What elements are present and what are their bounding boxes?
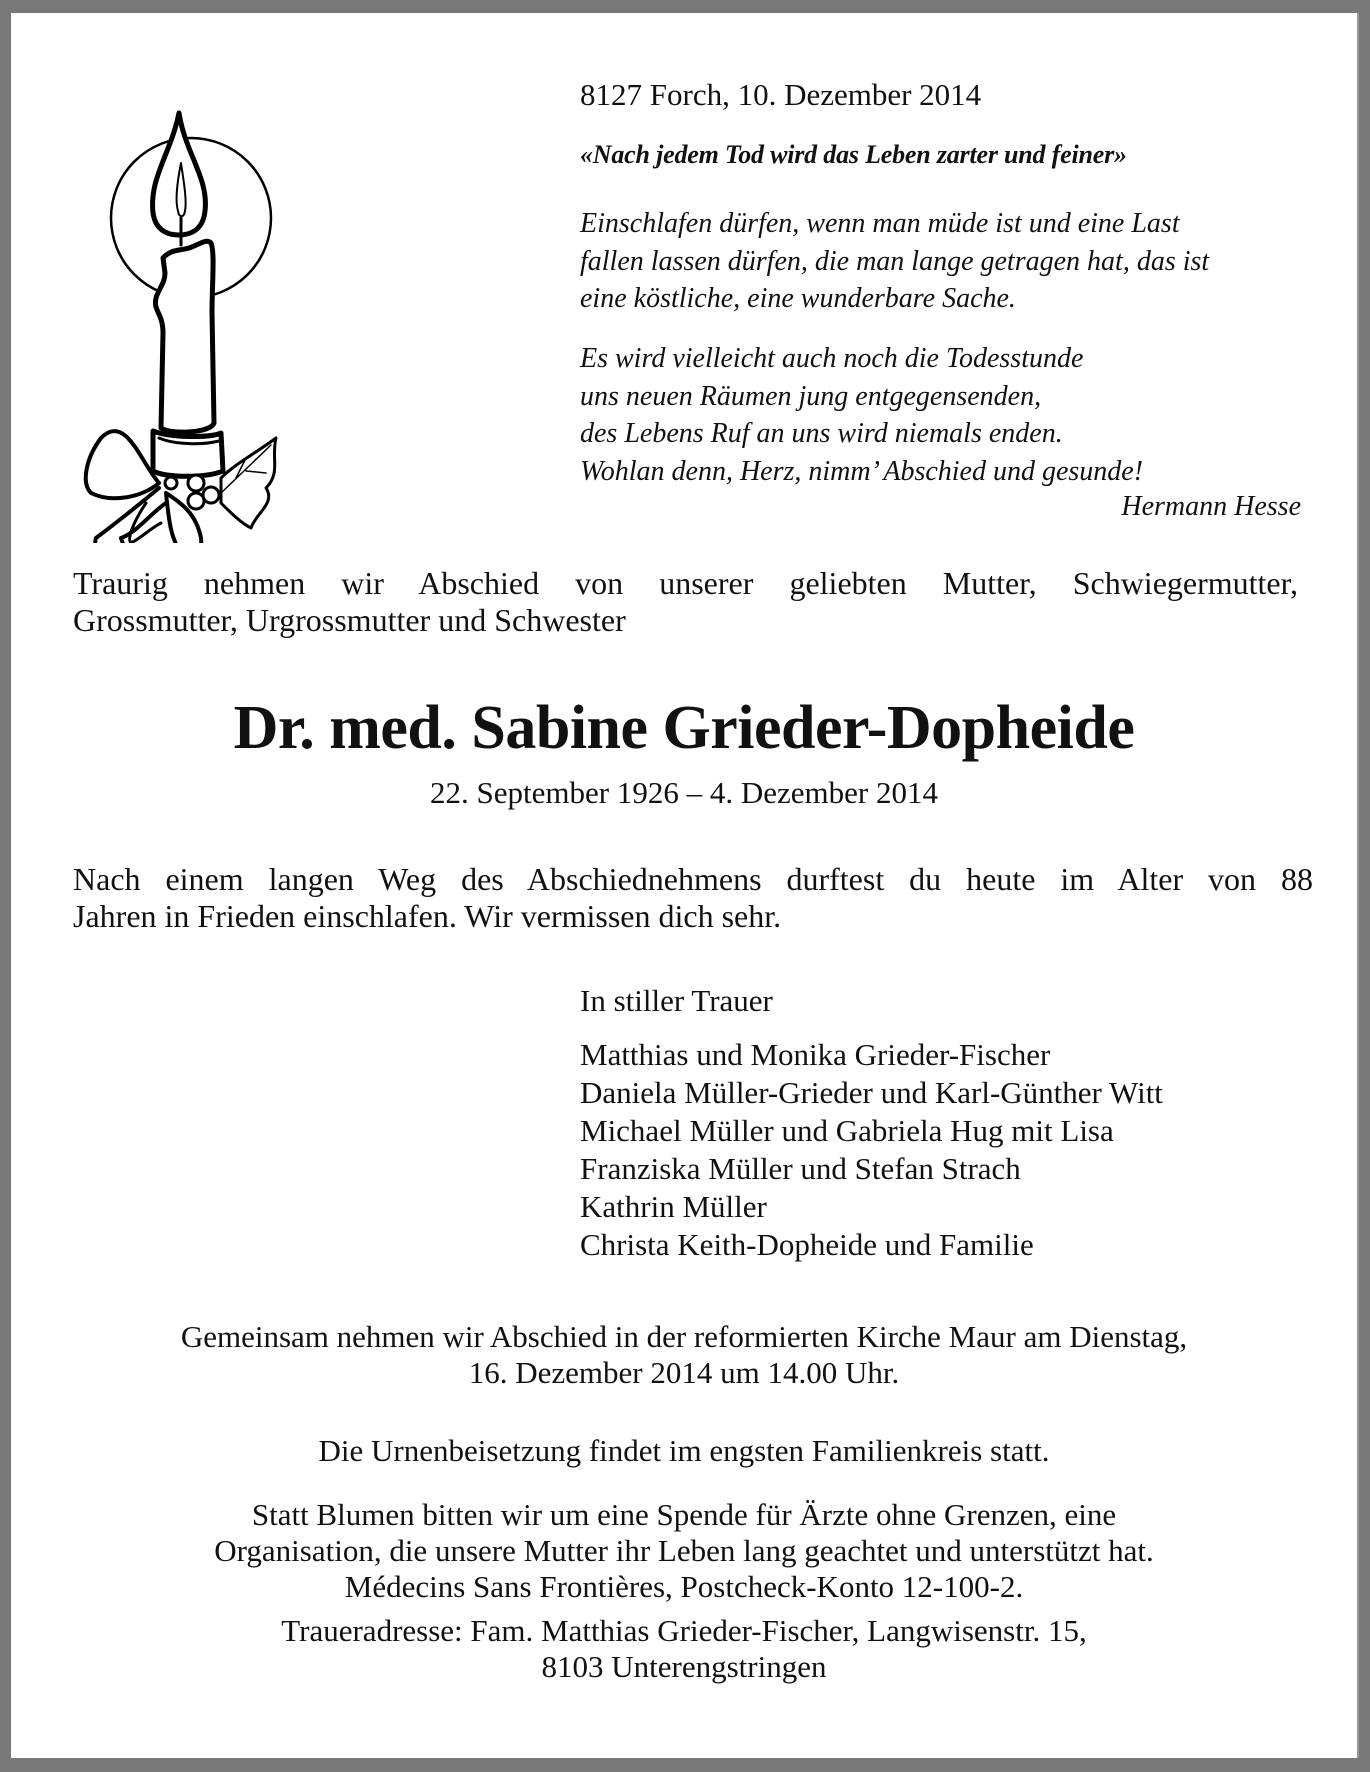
poem-line: Einschlafen dürfen, wenn man müde ist und eine Last (580, 208, 1180, 239)
poem-line: eine köstliche, eine wunderbare Sache. (580, 283, 1016, 314)
poem-stanza-2 (580, 340, 1143, 490)
donation-info (11, 1497, 1357, 1605)
poem-line: Es wird vielleicht auch noch die Todesstunde (580, 343, 1084, 374)
donation-line: Médecins Sans Frontières, Postcheck-Konto 12-100-2. (344, 1569, 1024, 1604)
intro-line: Traurig nehmen wir Abschied von unserer geliebten Mutter, Schwiegermutter, (73, 565, 1298, 601)
intro-text (73, 565, 1298, 639)
service-line: 16. Dezember 2014 um 14.00 Uhr. (468, 1355, 900, 1390)
address-line: Traueradresse: Fam. Matthias Grieder-Fischer, Langwisenstr. 15, (281, 1613, 1087, 1648)
place-date: 8127 Forch, 10. Dezember 2014 (580, 77, 982, 112)
lifespan-dates: 22. September 1926 – 4. Dezember 2014 (430, 775, 938, 810)
mourner-name: Franziska Müller und Stefan Strach (580, 1151, 1021, 1186)
mourners-list (580, 1036, 1163, 1264)
mourner-name: Michael Müller und Gabriela Hug mit Lisa (580, 1113, 1114, 1148)
poem-line: des Lebens Ruf an uns wird niemals enden. (580, 418, 1063, 449)
service-line: Gemeinsam nehmen wir Abschied in der reformierten Kirche Maur am Dienstag, (180, 1319, 1188, 1354)
poem-line: Wohlan denn, Herz, nimm’ Abschied und gesunde! (580, 455, 1144, 487)
motto: «Nach jedem Tod wird das Leben zarter und feiner» (580, 140, 1127, 169)
bow-left-loop (86, 431, 159, 498)
mourner-name: Christa Keith-Dopheide und Familie (580, 1227, 1034, 1262)
donation-line: Organisation, die unsere Mutter ihr Leben lang geachtet und unterstützt hat. (214, 1533, 1154, 1568)
berry (188, 475, 204, 491)
berry (188, 493, 204, 509)
mourners-title: In stiller Trauer (580, 983, 773, 1018)
service-info (11, 1319, 1357, 1391)
mourning-address (11, 1613, 1357, 1685)
obituary-page (11, 13, 1359, 1758)
mourner-name: Daniela Müller-Grieder und Karl-Günther Witt (580, 1075, 1163, 1110)
candle-with-holly-icon (71, 83, 291, 543)
poem-line: uns neuen Räumen jung entgegensenden, (580, 380, 1042, 412)
poem-stanza-1 (580, 205, 1209, 318)
candle-body (155, 241, 214, 432)
urn-info: Die Urnenbeisetzung findet im engsten Familienkreis statt. (318, 1433, 1050, 1468)
mourner-name: Kathrin Müller (580, 1189, 767, 1224)
intro-line: Grossmutter, Urgrossmutter und Schwester (73, 602, 626, 638)
donation-line: Statt Blumen bitten wir um eine Spende für Ärzte ohne Grenzen, eine (251, 1497, 1117, 1532)
poem-line: fallen lassen dürfen, die man lange getragen hat, das ist (580, 245, 1210, 277)
farewell-message (73, 861, 1313, 935)
berry (165, 477, 177, 489)
deceased-name: Dr. med. Sabine Grieder-Dopheide (233, 694, 1135, 762)
poem-author: Hermann Hesse (1121, 491, 1301, 522)
message-line: Jahren in Frieden einschlafen. Wir vermissen dich sehr. (73, 898, 782, 934)
mourner-name: Matthias und Monika Grieder-Fischer (580, 1037, 1051, 1072)
holly-leaf-right (221, 438, 276, 528)
address-line: 8103 Unterengstringen (541, 1649, 827, 1684)
message-line: Nach einem langen Weg des Abschiednehmens durftest du heute im Alter von 88 (73, 861, 1313, 897)
candle-holder (153, 431, 223, 476)
